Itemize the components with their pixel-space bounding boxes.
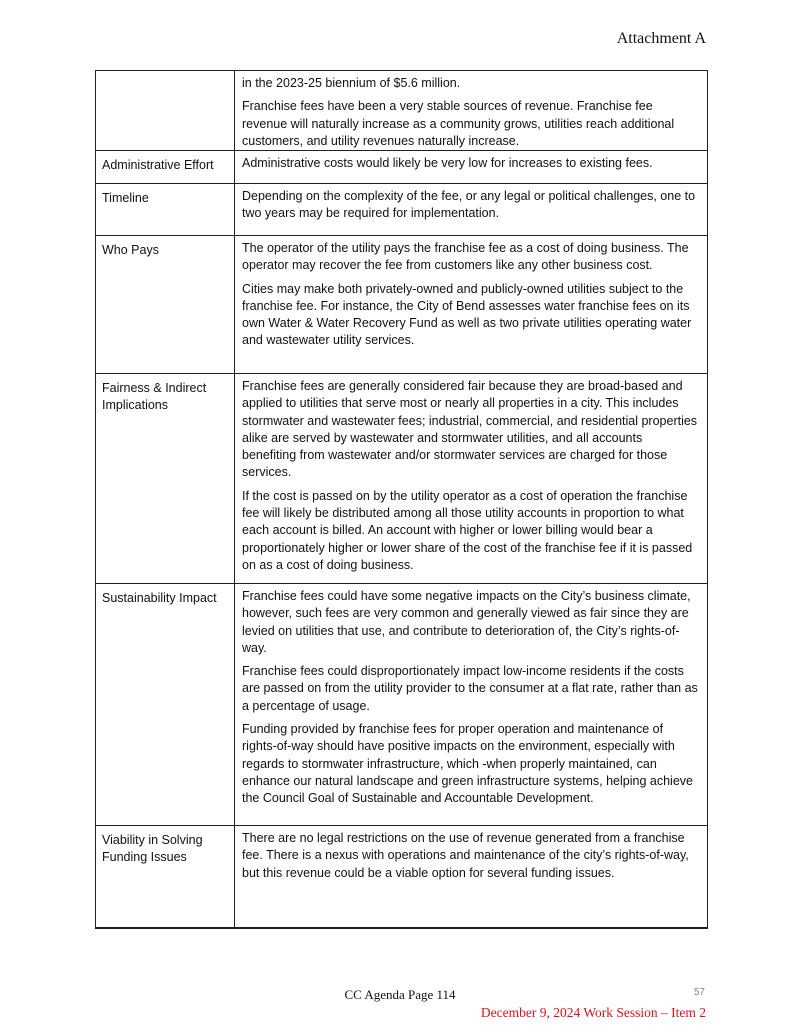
paragraph: Administrative costs would likely be very low for increases to existing fees.: [242, 156, 653, 170]
row-value: [235, 71, 707, 150]
row-value: [235, 374, 707, 583]
agenda-page-label: CC Agenda Page 114: [344, 987, 456, 1002]
row-value: [235, 151, 707, 183]
attachment-label: Attachment A: [616, 30, 706, 47]
row-value: [235, 826, 707, 927]
row-value: [235, 236, 707, 373]
paragraph: in the 2023-25 biennium of $5.6 million.: [242, 76, 461, 90]
table-row: [96, 184, 707, 236]
page-number: 57: [693, 987, 705, 998]
paragraph: Depending on the complexity of the fee, or any legal or political challenges, one to two years may be required for implementation.: [242, 189, 696, 221]
paragraph: There are no legal restrictions on the use of revenue generated from a franchise fee. There is a nexus with operations and maintenance of the city’s rights-of-way, but this revenue could be a viable option for several funding issues.: [242, 831, 689, 880]
table-row: [96, 826, 707, 929]
evaluation-table: [95, 70, 708, 929]
paragraph: Franchise fees could have some negative impacts on the City’s business climate, however, such fees are very common and generally viewed as fair since they are levied on utilities that use, and contribute to deterioration of, the City’s rights-of-way.: [242, 589, 691, 655]
table-row: [96, 374, 707, 584]
paragraph: The operator of the utility pays the franchise fee as a cost of doing business. The operator may recover the fee from customers like any other business cost.: [242, 241, 689, 273]
row-value: [235, 584, 707, 825]
row-label: Viability in Solving Funding Issues: [96, 826, 235, 927]
paragraph: Franchise fees could disproportionately impact low-income residents if the costs are passed on from the utility provider to the consumer at a flat rate, rather than as a percentage of usage.: [242, 664, 698, 713]
table-row: [96, 584, 707, 826]
table-row: [96, 151, 707, 184]
row-label: Who Pays: [96, 236, 235, 373]
paragraph: Funding provided by franchise fees for proper operation and maintenance of rights-of-way should have positive impacts on the environment, especially with regards to stormwater infrastructure, which -when properly maintained, can enhance our natural landscape and green infrastructure systems, helping achieve the Council Goal of Sustainable and Accountable Development.: [242, 722, 693, 806]
paragraph: Cities may make both privately-owned and publicly-owned utilities subject to the franchise fee. For instance, the City of Bend assesses water franchise fees on its own Water & Water Recovery Fund as well as two private utilities operating water and wastewater utility services.: [242, 281, 692, 348]
paragraph: Franchise fees are generally considered fair because they are broad-based and applied to utilities that serve most or nearly all properties in a city. This includes stormwater and wastewater fees; industrial, commercial, and residential properties alike are served by wastewater and stormwater utilities, and all accounts benefiting from wastewater and/or stormwater services are charged for those services.: [242, 379, 698, 480]
paragraph: If the cost is passed on by the utility operator as a cost of operation the franchise fee will likely be distributed among all those utility accounts in proportion to what each account is billed. An account with higher or lower billing would bear a proportionately higher or lower share of the cost of the franchise fee if it is passed on as a cost of doing business.: [242, 488, 693, 572]
row-value: [235, 184, 707, 235]
row-label: [96, 71, 235, 150]
paragraph: Franchise fees have been a very stable sources of revenue. Franchise fee revenue will naturally increase as a community grows, utilities reach additional customers, and utility revenues naturally increase.: [242, 99, 675, 148]
row-label: Fairness & Indirect Implications: [96, 374, 235, 583]
table-row: [96, 71, 707, 151]
row-label: Timeline: [96, 184, 235, 235]
row-label: Administrative Effort: [96, 151, 235, 183]
table-row: [96, 236, 707, 374]
row-label: Sustainability Impact: [96, 584, 235, 825]
session-label: December 9, 2024 Work Session – Item 2: [480, 1005, 706, 1020]
